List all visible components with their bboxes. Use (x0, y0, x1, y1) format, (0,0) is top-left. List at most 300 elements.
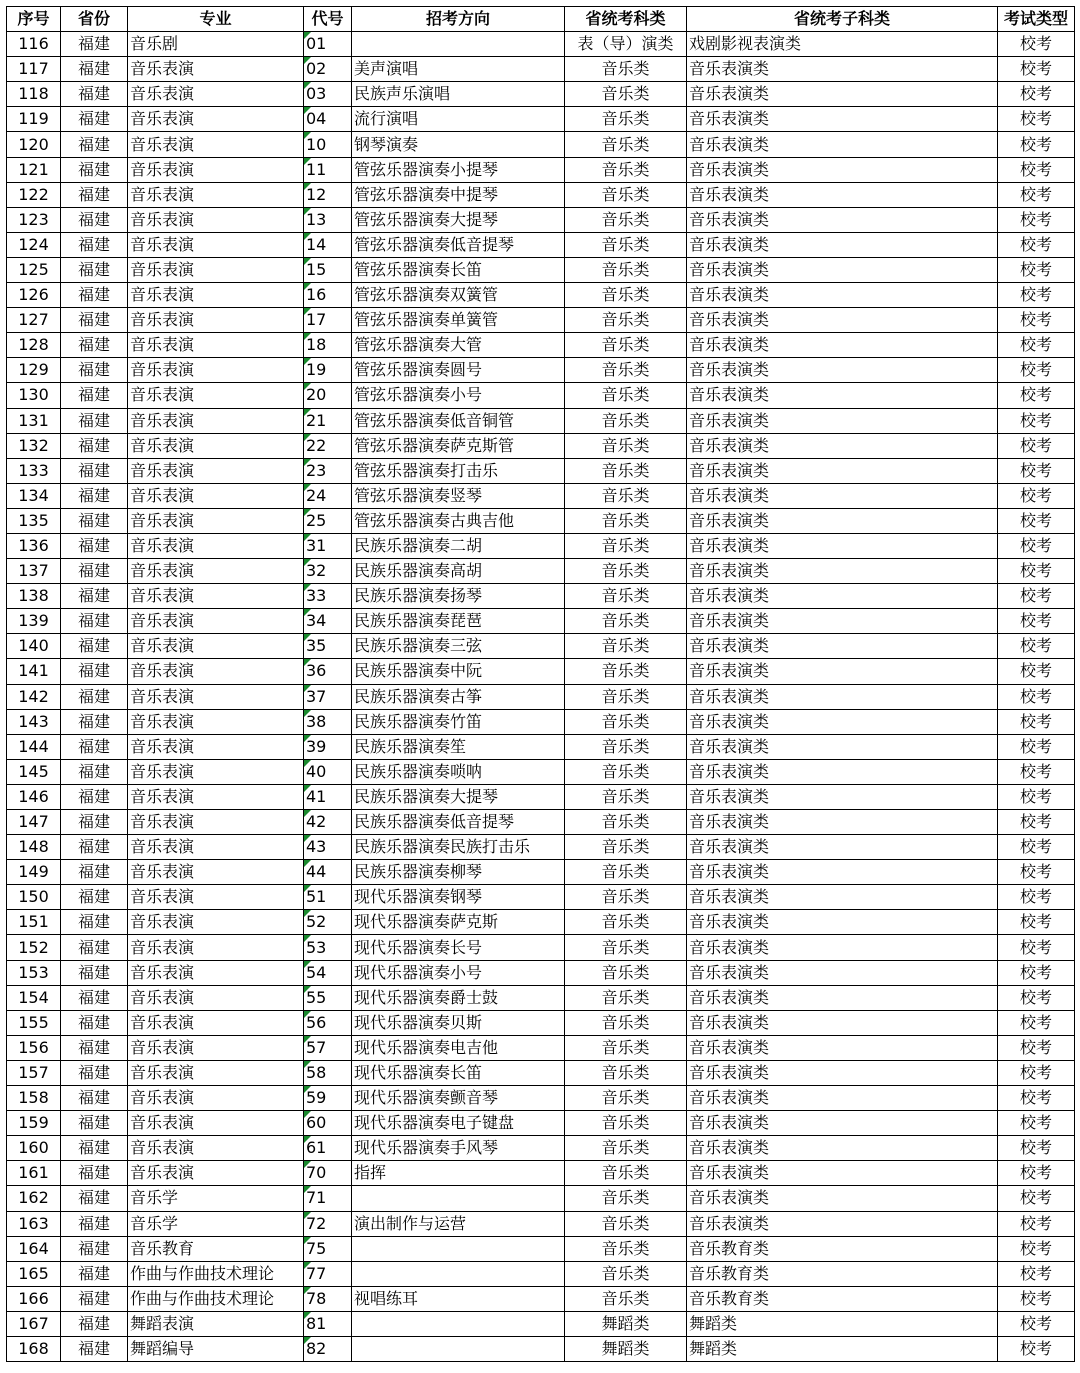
table-row (7, 584, 1075, 609)
cell-seq: 137 (7, 559, 61, 584)
cell-direction: 现代乐器演奏长号 (352, 935, 565, 960)
cell-exam-category: 音乐类 (565, 157, 687, 182)
cell-exam-category: 音乐类 (565, 533, 687, 558)
cell-direction: 现代乐器演奏钢琴 (352, 885, 565, 910)
cell-province: 福建 (61, 1161, 128, 1186)
cell-direction: 民族乐器演奏柳琴 (352, 860, 565, 885)
table-row (7, 659, 1075, 684)
header-province: 省份 (61, 7, 128, 32)
cell-province: 福建 (61, 759, 128, 784)
cell-exam-category: 音乐类 (565, 257, 687, 282)
cell-code: 17 (304, 308, 352, 333)
cell-exam-type: 校考 (998, 835, 1075, 860)
table-row (7, 1010, 1075, 1035)
admissions-table (6, 6, 1075, 1362)
cell-major: 音乐表演 (128, 308, 304, 333)
cell-seq: 140 (7, 634, 61, 659)
cell-major: 音乐表演 (128, 333, 304, 358)
cell-province: 福建 (61, 232, 128, 257)
cell-exam-subcategory: 音乐表演类 (687, 684, 998, 709)
cell-exam-type: 校考 (998, 1136, 1075, 1161)
cell-exam-type: 校考 (998, 810, 1075, 835)
cell-exam-subcategory: 音乐表演类 (687, 458, 998, 483)
cell-province: 福建 (61, 107, 128, 132)
cell-exam-category: 音乐类 (565, 709, 687, 734)
cell-seq: 117 (7, 57, 61, 82)
cell-code: 37 (304, 684, 352, 709)
cell-major: 音乐表演 (128, 935, 304, 960)
cell-major: 音乐表演 (128, 232, 304, 257)
cell-exam-category: 音乐类 (565, 283, 687, 308)
cell-major: 音乐表演 (128, 1086, 304, 1111)
cell-direction: 民族乐器演奏扬琴 (352, 584, 565, 609)
cell-exam-type: 校考 (998, 910, 1075, 935)
cell-code: 43 (304, 835, 352, 860)
cell-exam-type: 校考 (998, 784, 1075, 809)
cell-major: 音乐表演 (128, 584, 304, 609)
cell-seq: 133 (7, 458, 61, 483)
cell-province: 福建 (61, 835, 128, 860)
cell-province: 福建 (61, 157, 128, 182)
table-row (7, 910, 1075, 935)
cell-exam-category: 音乐类 (565, 483, 687, 508)
table-row (7, 1060, 1075, 1085)
cell-exam-type: 校考 (998, 559, 1075, 584)
cell-province: 福建 (61, 559, 128, 584)
table-row (7, 333, 1075, 358)
cell-seq: 152 (7, 935, 61, 960)
cell-exam-category: 音乐类 (565, 107, 687, 132)
cell-exam-type: 校考 (998, 433, 1075, 458)
cell-province: 福建 (61, 684, 128, 709)
cell-exam-category: 音乐类 (565, 1010, 687, 1035)
cell-exam-type: 校考 (998, 157, 1075, 182)
cell-exam-category: 音乐类 (565, 1236, 687, 1261)
table-row (7, 559, 1075, 584)
cell-exam-category: 音乐类 (565, 985, 687, 1010)
cell-exam-subcategory: 音乐表演类 (687, 383, 998, 408)
table-row (7, 1236, 1075, 1261)
cell-direction: 现代乐器演奏小号 (352, 960, 565, 985)
table-row (7, 483, 1075, 508)
cell-exam-type: 校考 (998, 383, 1075, 408)
cell-province: 福建 (61, 910, 128, 935)
cell-major: 音乐表演 (128, 1161, 304, 1186)
cell-exam-subcategory: 音乐表演类 (687, 483, 998, 508)
cell-major: 作曲与作曲技术理论 (128, 1286, 304, 1311)
table-row (7, 157, 1075, 182)
cell-code: 71 (304, 1186, 352, 1211)
table-row (7, 107, 1075, 132)
cell-exam-category: 音乐类 (565, 1136, 687, 1161)
cell-code: 03 (304, 82, 352, 107)
cell-code: 58 (304, 1060, 352, 1085)
cell-major: 音乐表演 (128, 1111, 304, 1136)
cell-exam-category: 音乐类 (565, 609, 687, 634)
table-row (7, 860, 1075, 885)
cell-exam-category: 音乐类 (565, 1186, 687, 1211)
cell-exam-subcategory: 音乐表演类 (687, 257, 998, 282)
cell-exam-subcategory: 音乐表演类 (687, 709, 998, 734)
cell-seq: 161 (7, 1161, 61, 1186)
cell-exam-subcategory: 音乐表演类 (687, 82, 998, 107)
cell-direction (352, 1311, 565, 1336)
cell-exam-subcategory: 音乐表演类 (687, 533, 998, 558)
cell-direction: 管弦乐器演奏萨克斯管 (352, 433, 565, 458)
cell-exam-type: 校考 (998, 885, 1075, 910)
cell-exam-type: 校考 (998, 82, 1075, 107)
table-row (7, 383, 1075, 408)
cell-exam-category: 音乐类 (565, 860, 687, 885)
cell-province: 福建 (61, 358, 128, 383)
cell-exam-subcategory: 音乐表演类 (687, 1060, 998, 1085)
cell-code: 11 (304, 157, 352, 182)
cell-seq: 163 (7, 1211, 61, 1236)
cell-major: 音乐表演 (128, 634, 304, 659)
cell-code: 55 (304, 985, 352, 1010)
cell-direction: 管弦乐器演奏圆号 (352, 358, 565, 383)
cell-province: 福建 (61, 207, 128, 232)
cell-exam-subcategory: 音乐教育类 (687, 1286, 998, 1311)
cell-exam-type: 校考 (998, 57, 1075, 82)
cell-province: 福建 (61, 584, 128, 609)
table-row (7, 1086, 1075, 1111)
cell-exam-subcategory: 音乐表演类 (687, 1010, 998, 1035)
cell-code: 33 (304, 584, 352, 609)
cell-code: 75 (304, 1236, 352, 1261)
cell-code: 02 (304, 57, 352, 82)
cell-exam-type: 校考 (998, 709, 1075, 734)
cell-code: 78 (304, 1286, 352, 1311)
cell-exam-category: 音乐类 (565, 132, 687, 157)
cell-direction (352, 1261, 565, 1286)
cell-major: 音乐表演 (128, 1010, 304, 1035)
cell-major: 音乐表演 (128, 1035, 304, 1060)
table-row (7, 433, 1075, 458)
cell-exam-category: 音乐类 (565, 784, 687, 809)
cell-exam-subcategory: 音乐表演类 (687, 1136, 998, 1161)
cell-exam-subcategory: 音乐表演类 (687, 935, 998, 960)
cell-direction: 管弦乐器演奏中提琴 (352, 182, 565, 207)
cell-exam-subcategory: 音乐表演类 (687, 1211, 998, 1236)
cell-seq: 138 (7, 584, 61, 609)
table-row (7, 57, 1075, 82)
cell-exam-type: 校考 (998, 935, 1075, 960)
cell-code: 21 (304, 408, 352, 433)
cell-exam-category: 音乐类 (565, 508, 687, 533)
cell-exam-category: 表（导）演类 (565, 32, 687, 57)
cell-exam-subcategory: 舞蹈类 (687, 1311, 998, 1336)
cell-province: 福建 (61, 32, 128, 57)
cell-exam-subcategory: 音乐表演类 (687, 207, 998, 232)
cell-province: 福建 (61, 1035, 128, 1060)
cell-province: 福建 (61, 182, 128, 207)
cell-direction: 现代乐器演奏爵士鼓 (352, 985, 565, 1010)
cell-exam-category: 音乐类 (565, 634, 687, 659)
cell-seq: 162 (7, 1186, 61, 1211)
cell-exam-category: 音乐类 (565, 1211, 687, 1236)
cell-seq: 147 (7, 810, 61, 835)
cell-exam-subcategory: 音乐表演类 (687, 860, 998, 885)
cell-direction (352, 32, 565, 57)
cell-exam-category: 音乐类 (565, 1261, 687, 1286)
cell-exam-category: 音乐类 (565, 1060, 687, 1085)
cell-code: 56 (304, 1010, 352, 1035)
cell-province: 福建 (61, 1211, 128, 1236)
cell-exam-category: 音乐类 (565, 308, 687, 333)
cell-province: 福建 (61, 82, 128, 107)
cell-seq: 148 (7, 835, 61, 860)
table-row (7, 308, 1075, 333)
cell-direction: 现代乐器演奏颤音琴 (352, 1086, 565, 1111)
cell-seq: 116 (7, 32, 61, 57)
cell-seq: 146 (7, 784, 61, 809)
cell-exam-subcategory: 音乐教育类 (687, 1236, 998, 1261)
cell-major: 音乐表演 (128, 609, 304, 634)
table-row (7, 684, 1075, 709)
cell-exam-type: 校考 (998, 182, 1075, 207)
cell-province: 福建 (61, 1010, 128, 1035)
cell-major: 音乐表演 (128, 985, 304, 1010)
cell-exam-type: 校考 (998, 1186, 1075, 1211)
cell-exam-type: 校考 (998, 1211, 1075, 1236)
cell-seq: 160 (7, 1136, 61, 1161)
cell-exam-type: 校考 (998, 734, 1075, 759)
cell-exam-subcategory: 音乐教育类 (687, 1261, 998, 1286)
cell-province: 福建 (61, 257, 128, 282)
cell-exam-type: 校考 (998, 759, 1075, 784)
cell-direction: 民族乐器演奏低音提琴 (352, 810, 565, 835)
cell-direction: 管弦乐器演奏长笛 (352, 257, 565, 282)
cell-exam-subcategory: 舞蹈类 (687, 1336, 998, 1361)
cell-seq: 157 (7, 1060, 61, 1085)
cell-seq: 166 (7, 1286, 61, 1311)
cell-code: 52 (304, 910, 352, 935)
cell-major: 音乐表演 (128, 257, 304, 282)
cell-code: 18 (304, 333, 352, 358)
cell-province: 福建 (61, 659, 128, 684)
cell-code: 44 (304, 860, 352, 885)
cell-direction: 民族乐器演奏唢呐 (352, 759, 565, 784)
cell-direction: 民族乐器演奏二胡 (352, 533, 565, 558)
cell-province: 福建 (61, 810, 128, 835)
cell-code: 54 (304, 960, 352, 985)
cell-exam-category: 音乐类 (565, 810, 687, 835)
cell-exam-category: 音乐类 (565, 408, 687, 433)
cell-exam-subcategory: 音乐表演类 (687, 559, 998, 584)
cell-exam-type: 校考 (998, 659, 1075, 684)
table-row (7, 458, 1075, 483)
cell-province: 福建 (61, 433, 128, 458)
cell-major: 音乐表演 (128, 132, 304, 157)
cell-code: 14 (304, 232, 352, 257)
cell-direction: 指挥 (352, 1161, 565, 1186)
cell-exam-category: 音乐类 (565, 458, 687, 483)
table-row (7, 1211, 1075, 1236)
cell-major: 音乐表演 (128, 1136, 304, 1161)
table-row (7, 408, 1075, 433)
cell-code: 53 (304, 935, 352, 960)
cell-exam-category: 音乐类 (565, 1086, 687, 1111)
cell-exam-category: 音乐类 (565, 207, 687, 232)
cell-exam-subcategory: 音乐表演类 (687, 835, 998, 860)
cell-province: 福建 (61, 1136, 128, 1161)
cell-exam-type: 校考 (998, 860, 1075, 885)
cell-direction: 管弦乐器演奏低音铜管 (352, 408, 565, 433)
cell-province: 福建 (61, 1060, 128, 1085)
cell-code: 32 (304, 559, 352, 584)
cell-direction: 现代乐器演奏手风琴 (352, 1136, 565, 1161)
cell-exam-subcategory: 音乐表演类 (687, 508, 998, 533)
cell-exam-type: 校考 (998, 132, 1075, 157)
cell-major: 音乐表演 (128, 157, 304, 182)
cell-seq: 139 (7, 609, 61, 634)
cell-exam-category: 音乐类 (565, 1111, 687, 1136)
cell-direction: 管弦乐器演奏低音提琴 (352, 232, 565, 257)
cell-exam-subcategory: 音乐表演类 (687, 1035, 998, 1060)
cell-code: 31 (304, 533, 352, 558)
cell-exam-category: 音乐类 (565, 358, 687, 383)
cell-exam-type: 校考 (998, 1261, 1075, 1286)
cell-exam-category: 音乐类 (565, 232, 687, 257)
cell-major: 音乐表演 (128, 508, 304, 533)
cell-direction: 管弦乐器演奏打击乐 (352, 458, 565, 483)
cell-seq: 123 (7, 207, 61, 232)
cell-seq: 153 (7, 960, 61, 985)
cell-major: 音乐表演 (128, 709, 304, 734)
cell-direction: 美声演唱 (352, 57, 565, 82)
cell-exam-category: 音乐类 (565, 734, 687, 759)
cell-code: 81 (304, 1311, 352, 1336)
cell-code: 24 (304, 483, 352, 508)
cell-seq: 145 (7, 759, 61, 784)
cell-major: 音乐剧 (128, 32, 304, 57)
cell-exam-type: 校考 (998, 283, 1075, 308)
cell-province: 福建 (61, 1311, 128, 1336)
table-row (7, 207, 1075, 232)
cell-seq: 118 (7, 82, 61, 107)
cell-exam-type: 校考 (998, 1336, 1075, 1361)
cell-exam-type: 校考 (998, 358, 1075, 383)
table-row (7, 1136, 1075, 1161)
table-row (7, 32, 1075, 57)
cell-exam-category: 音乐类 (565, 383, 687, 408)
table-row (7, 634, 1075, 659)
cell-exam-subcategory: 音乐表演类 (687, 584, 998, 609)
cell-exam-category: 舞蹈类 (565, 1336, 687, 1361)
cell-exam-category: 音乐类 (565, 885, 687, 910)
cell-seq: 126 (7, 283, 61, 308)
cell-seq: 128 (7, 333, 61, 358)
cell-code: 34 (304, 609, 352, 634)
cell-province: 福建 (61, 1261, 128, 1286)
cell-code: 20 (304, 383, 352, 408)
cell-exam-category: 音乐类 (565, 1035, 687, 1060)
cell-province: 福建 (61, 1236, 128, 1261)
cell-province: 福建 (61, 935, 128, 960)
cell-exam-type: 校考 (998, 1161, 1075, 1186)
cell-direction: 民族乐器演奏琵琶 (352, 609, 565, 634)
cell-seq: 141 (7, 659, 61, 684)
cell-seq: 130 (7, 383, 61, 408)
cell-major: 音乐表演 (128, 759, 304, 784)
cell-exam-type: 校考 (998, 1111, 1075, 1136)
cell-province: 福建 (61, 860, 128, 885)
cell-seq: 122 (7, 182, 61, 207)
cell-exam-subcategory: 音乐表演类 (687, 634, 998, 659)
cell-province: 福建 (61, 533, 128, 558)
cell-province: 福建 (61, 734, 128, 759)
cell-seq: 142 (7, 684, 61, 709)
cell-province: 福建 (61, 283, 128, 308)
table-row (7, 82, 1075, 107)
cell-direction: 现代乐器演奏萨克斯 (352, 910, 565, 935)
cell-province: 福建 (61, 1336, 128, 1361)
cell-province: 福建 (61, 383, 128, 408)
cell-seq: 135 (7, 508, 61, 533)
cell-exam-category: 音乐类 (565, 333, 687, 358)
cell-major: 音乐教育 (128, 1236, 304, 1261)
cell-code: 25 (304, 508, 352, 533)
cell-exam-type: 校考 (998, 1035, 1075, 1060)
cell-exam-subcategory: 音乐表演类 (687, 1086, 998, 1111)
table-row (7, 358, 1075, 383)
cell-exam-category: 音乐类 (565, 684, 687, 709)
table-row (7, 1261, 1075, 1286)
cell-code: 22 (304, 433, 352, 458)
table-row (7, 759, 1075, 784)
cell-exam-subcategory: 音乐表演类 (687, 358, 998, 383)
cell-major: 音乐表演 (128, 408, 304, 433)
cell-province: 福建 (61, 308, 128, 333)
cell-code: 10 (304, 132, 352, 157)
cell-exam-subcategory: 音乐表演类 (687, 1161, 998, 1186)
table-row (7, 885, 1075, 910)
cell-exam-subcategory: 音乐表演类 (687, 157, 998, 182)
cell-seq: 132 (7, 433, 61, 458)
cell-seq: 168 (7, 1336, 61, 1361)
cell-province: 福建 (61, 1286, 128, 1311)
cell-exam-type: 校考 (998, 257, 1075, 282)
cell-exam-type: 校考 (998, 232, 1075, 257)
table-row (7, 1311, 1075, 1336)
table-row (7, 709, 1075, 734)
cell-code: 51 (304, 885, 352, 910)
cell-major: 音乐表演 (128, 1060, 304, 1085)
header-row (7, 7, 1075, 32)
cell-direction: 管弦乐器演奏小号 (352, 383, 565, 408)
cell-code: 61 (304, 1136, 352, 1161)
cell-major: 音乐表演 (128, 533, 304, 558)
cell-major: 音乐表演 (128, 684, 304, 709)
cell-exam-category: 音乐类 (565, 835, 687, 860)
cell-major: 音乐学 (128, 1211, 304, 1236)
cell-code: 04 (304, 107, 352, 132)
cell-code: 12 (304, 182, 352, 207)
cell-code: 23 (304, 458, 352, 483)
cell-direction: 现代乐器演奏电吉他 (352, 1035, 565, 1060)
cell-direction: 民族乐器演奏中阮 (352, 659, 565, 684)
header-seq: 序号 (7, 7, 61, 32)
cell-exam-type: 校考 (998, 609, 1075, 634)
table-row (7, 1186, 1075, 1211)
header-exam-subcategory: 省统考子科类 (687, 7, 998, 32)
cell-seq: 121 (7, 157, 61, 182)
cell-major: 音乐表演 (128, 483, 304, 508)
cell-exam-subcategory: 音乐表演类 (687, 132, 998, 157)
cell-code: 77 (304, 1261, 352, 1286)
cell-exam-category: 音乐类 (565, 960, 687, 985)
